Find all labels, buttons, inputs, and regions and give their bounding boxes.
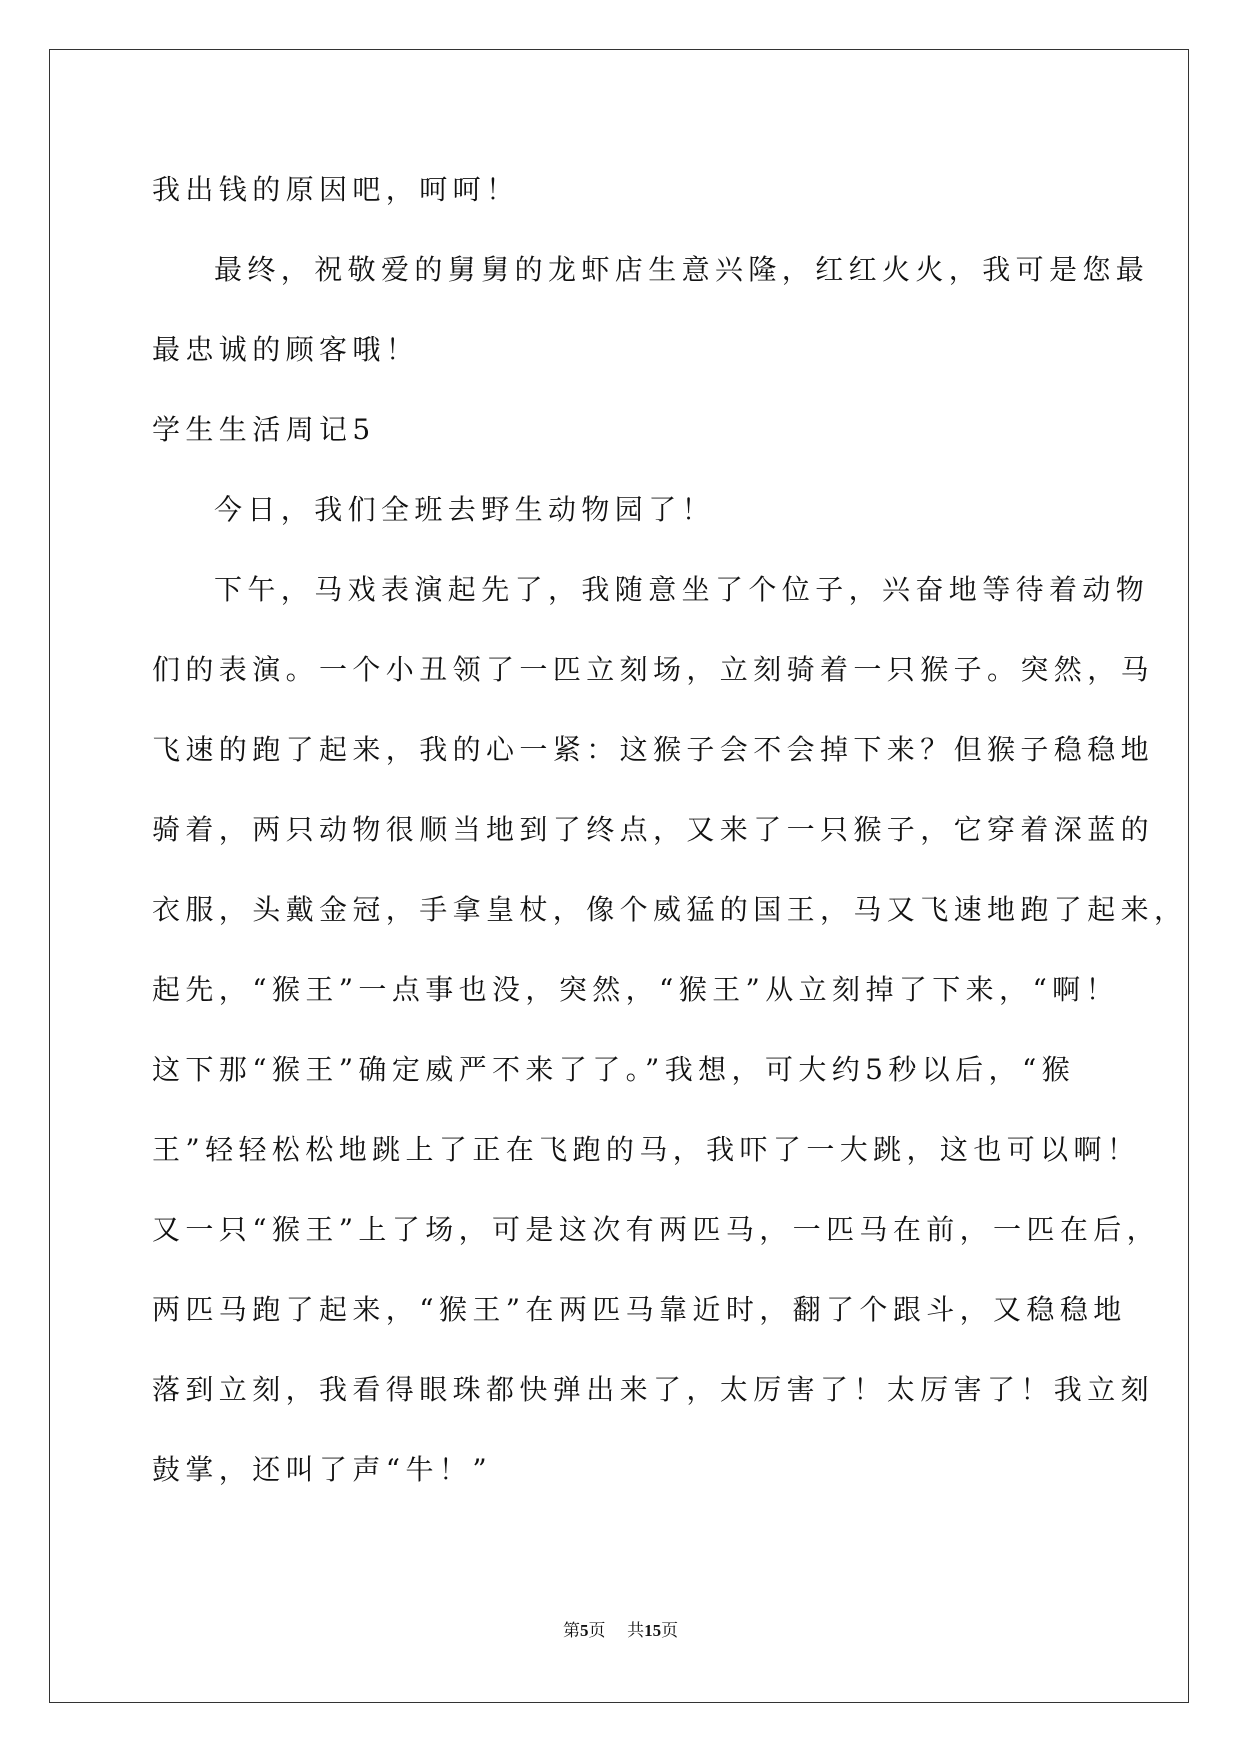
total-pages: 15 <box>644 1621 662 1640</box>
section-heading: 学生生活周记5 <box>152 413 376 446</box>
text-line: 两匹马跑了起来，“猴王”在两匹马靠近时，翻了个跟斗，又稳稳地 <box>152 1293 1127 1326</box>
text-line: 飞速的跑了起来，我的心一紧：这猴子会不会掉下来？但猴子稳稳地 <box>152 733 1155 766</box>
page-footer <box>0 1619 1241 1643</box>
text-line: 起先，“猴王”一点事也没，突然，“猴王”从立刻掉了下来，“啊！ <box>152 973 1119 1006</box>
text-line: 鼓掌，还叫了声“牛！” <box>152 1453 493 1486</box>
text-line: 最终，祝敬爱的舅舅的龙虾店生意兴隆，红红火火，我可是您最 <box>214 253 1150 286</box>
text-line: 最忠诚的顾客哦！ <box>152 333 420 366</box>
text-line: 王”轻轻松松地跳上了正在飞跑的马，我吓了一大跳，这也可以啊！ <box>152 1133 1141 1166</box>
page-prefix: 第 <box>562 1621 580 1641</box>
text-line: 又一只“猴王”上了场，可是这次有两匹马，一匹马在前，一匹在后， <box>152 1213 1161 1246</box>
text-line: 今日，我们全班去野生动物园了！ <box>214 493 716 526</box>
total-prefix: 共 <box>627 1621 645 1641</box>
page-number: 5 <box>579 1621 589 1640</box>
text-line: 落到立刻，我看得眼珠都快弹出来了，太厉害了！太厉害了！我立刻 <box>152 1373 1155 1406</box>
text-line: 们的表演。一个小丑领了一匹立刻场，立刻骑着一只猴子。突然，马 <box>152 653 1155 686</box>
text-line: 我出钱的原因吧，呵呵！ <box>152 173 520 206</box>
text-line: 下午，马戏表演起先了，我随意坐了个位子，兴奋地等待着动物 <box>214 573 1150 606</box>
total-suffix: 页 <box>661 1621 679 1641</box>
page-suffix: 页 <box>588 1621 606 1641</box>
text-line: 骑着，两只动物很顺当地到了终点，又来了一只猴子，它穿着深蓝的 <box>152 813 1155 846</box>
text-line: 衣服，头戴金冠，手拿皇杖，像个威猛的国王，马又飞速地跑了起来， <box>152 893 1188 926</box>
text-line: 这下那“猴王”确定威严不来了了。”我想，可大约5秒以后，“猴 <box>152 1053 1076 1086</box>
